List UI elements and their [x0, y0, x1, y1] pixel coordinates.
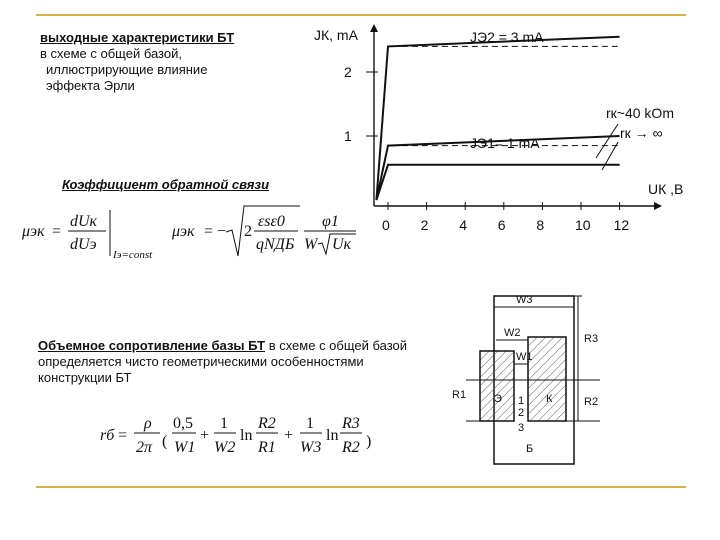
plus-1: + — [200, 427, 210, 444]
base-resistance-rest: в схеме с общей базой — [265, 338, 408, 353]
r2: R2 — [258, 415, 276, 432]
y-tick-label: 2 — [344, 64, 352, 80]
equals-2: = − — [204, 223, 227, 240]
c05: 0,5 — [173, 415, 193, 432]
region-2-label: 2 — [518, 407, 525, 419]
emitter-label: Э — [494, 393, 502, 405]
plus-2: + — [284, 427, 294, 444]
w3: W3 — [300, 439, 322, 456]
base-resistance-title: Объемное сопротивление базы БТ — [38, 338, 266, 353]
one-2: 1 — [306, 415, 314, 432]
collector-label: К — [546, 393, 553, 405]
x-tick-label: 0 — [382, 217, 390, 233]
w3-label: W3 — [516, 294, 533, 306]
base-resistance-line-3: конструкции БТ — [38, 370, 132, 385]
r2-label: R2 — [584, 396, 599, 408]
x-tick-label: 12 — [613, 217, 630, 233]
heading-line-4: эффекта Эрли — [46, 78, 135, 93]
two-pi: 2π — [136, 439, 153, 456]
x-tick-label: 10 — [575, 217, 591, 233]
q-n-db: qNДБ — [256, 236, 295, 253]
rk-infinity-annotation: rк → ∞ — [620, 125, 663, 141]
x-tick-label: 6 — [497, 217, 506, 233]
region-3-label: 3 — [518, 422, 525, 434]
rk-40-annotation: rк~40 kOm — [606, 105, 674, 121]
region-1-label: 1 — [518, 395, 525, 407]
rho: ρ — [144, 415, 152, 432]
y-axis-label: JК, mA — [314, 27, 358, 43]
w1-label: W1 — [516, 351, 533, 363]
heading-line-3: иллюстрирующие влияние — [46, 62, 208, 77]
mu-ek-subscript: Iэ=const — [113, 249, 153, 261]
mu-ek-symbol-2: μэк — [172, 223, 195, 240]
base-label: Б — [526, 443, 534, 455]
base-resistance-line-2: определяется чисто геометрическими особенностями — [38, 354, 364, 369]
emitter-region — [480, 351, 514, 421]
x-axis-label: UК ,B — [648, 181, 684, 197]
r1-label: R1 — [452, 389, 467, 401]
r2b: R2 — [342, 439, 360, 456]
left-paren: ( — [162, 433, 168, 450]
right-paren: ) — [366, 433, 372, 450]
heading-line-2: в схеме с общей базой, — [40, 46, 182, 61]
w1: W1 — [174, 439, 196, 456]
eps-product: εsε0 — [258, 213, 285, 230]
mu-ek-numerator: dUк — [70, 213, 98, 230]
ln-1: ln — [240, 427, 253, 444]
r1: R1 — [258, 439, 276, 456]
u-k: Uк — [332, 236, 352, 253]
w2: W2 — [214, 439, 236, 456]
rb-symbol: rб — [100, 427, 115, 444]
r3: R3 — [342, 415, 360, 432]
w2-label: W2 — [504, 327, 521, 339]
mu-ek-symbol: μэк — [22, 223, 45, 240]
w-symbol: W — [304, 236, 318, 253]
feedback-coefficient-heading: Коэффициент обратной связи — [62, 177, 270, 192]
x-tick-label: 2 — [420, 217, 429, 233]
ln-2: ln — [326, 427, 339, 444]
series-label-2: JЭ1= 1 mA — [470, 135, 540, 151]
one-1: 1 — [220, 415, 228, 432]
equals-1: = — [52, 223, 62, 240]
x-tick-label: 4 — [459, 217, 467, 233]
equals-3: = — [118, 427, 128, 444]
r3-label: R3 — [584, 333, 599, 345]
mu-ek-denominator: dUэ — [70, 236, 97, 253]
x-tick-label: 8 — [536, 217, 545, 233]
phi-1: φ1 — [322, 213, 339, 230]
series-label-1: JЭ2 = 3 mA — [470, 29, 544, 45]
collector-region — [528, 337, 566, 421]
two: 2 — [244, 223, 252, 240]
y-tick-label: 1 — [344, 128, 352, 144]
output-characteristics-title: выходные характеристики БТ — [40, 30, 235, 45]
